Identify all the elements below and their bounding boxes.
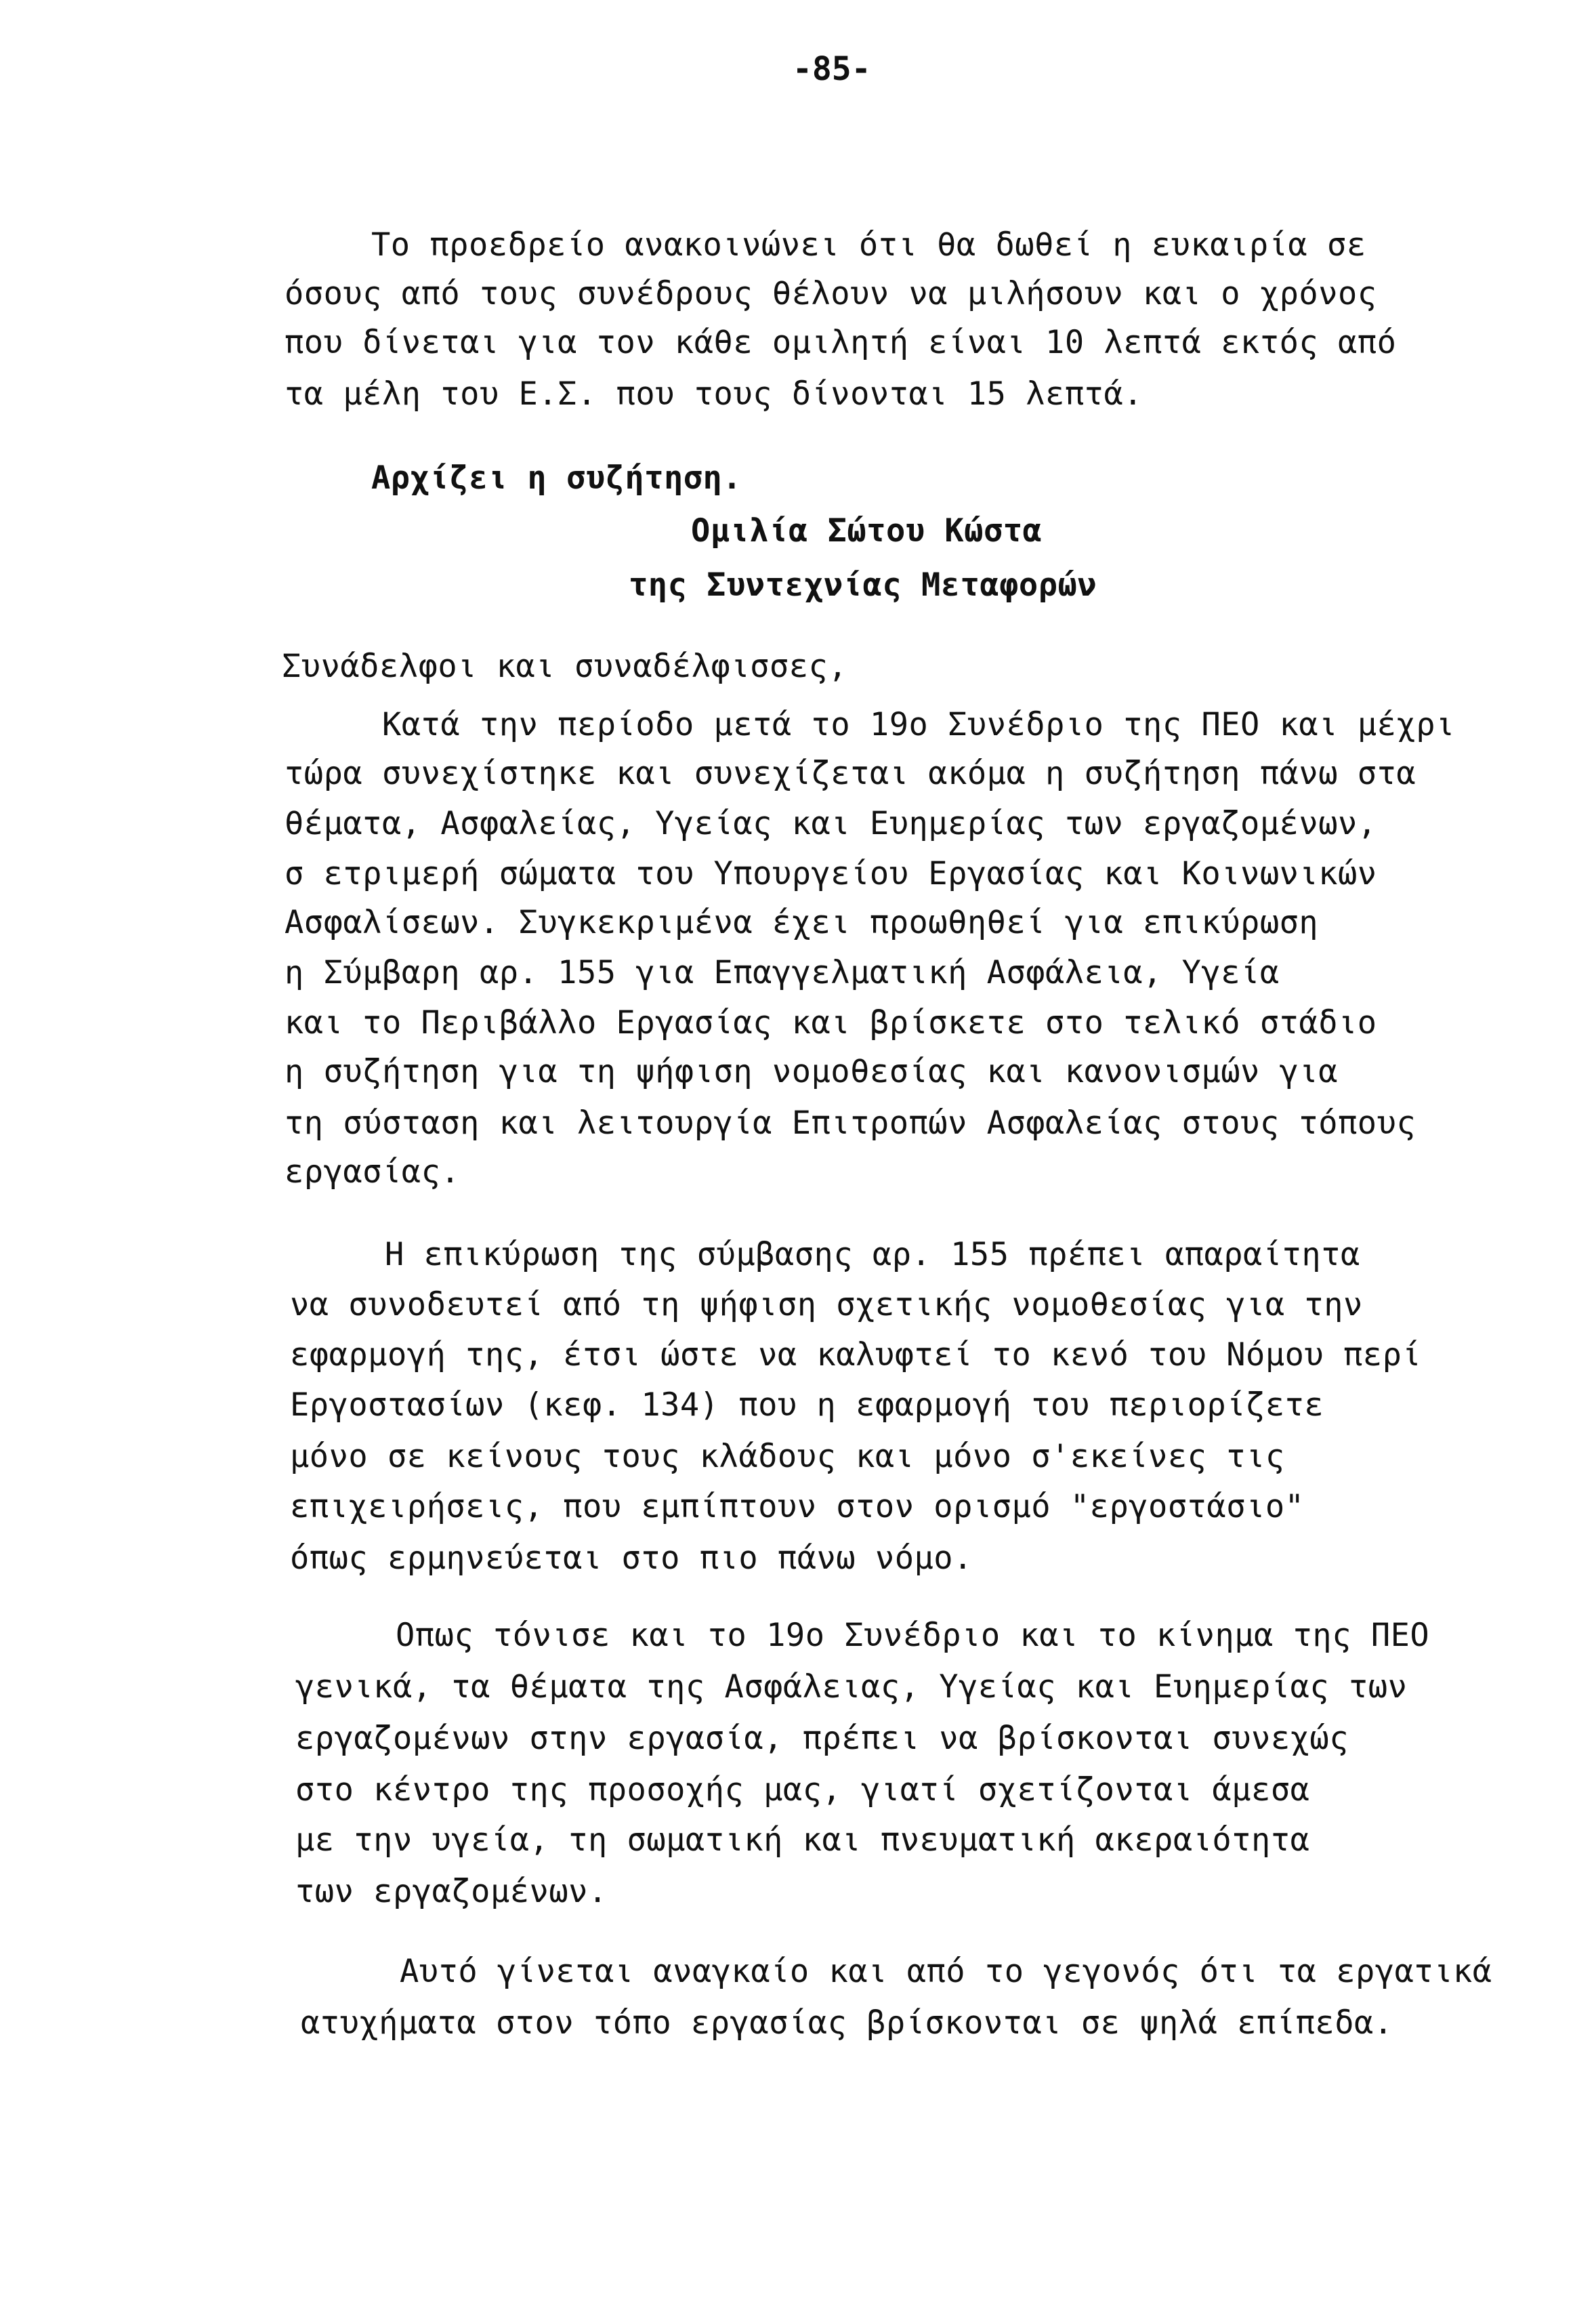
announcement-line: που δίνεται για τον κάθε ομιλητή είναι 10 λεπτά εκτός από <box>285 324 1397 361</box>
paragraph-line: η Σύμβαρη αρ. 155 για Επαγγελματική Ασφάλεια, Υγεία <box>285 954 1280 991</box>
page-number: -85- <box>793 50 871 88</box>
paragraph-line: εργασίας. <box>285 1153 461 1191</box>
paragraph-line: Εργοστασίων (κεφ. 134) που η εφαρμογή του περιορίζετε <box>290 1386 1324 1424</box>
paragraph-line: μόνο σε κείνους τους κλάδους και μόνο σ'εκείνες τις <box>290 1438 1285 1475</box>
discussion-start: Αρχίζει η συζήτηση. <box>371 459 742 497</box>
announcement-line: Το προεδρείο ανακοινώνει ότι θα δωθεί η ευκαιρία σε <box>371 226 1366 264</box>
paragraph-line: και το Περιβάλλο Εργασίας και βρίσκετε στο τελικό στάδιο <box>285 1004 1377 1041</box>
announcement-line: όσους από τους συνέδρους θέλουν να μιλήσουν και ο χρόνος <box>285 275 1377 312</box>
paragraph-line: εφαρμογή της, έτσι ώστε να καλυφτεί το κενό του Νόμου περί <box>290 1336 1422 1373</box>
salutation: Συνάδελφοι και συναδέλφισσες, <box>282 648 848 685</box>
paragraph-line: θέματα, Ασφαλείας, Υγείας και Ευημερίας των εργαζομένων, <box>285 805 1377 842</box>
paragraph-line: τώρα συνεχίστηκε και συνεχίζεται ακόμα η συζήτηση πάνω στα <box>285 755 1416 792</box>
paragraph-line: Αυτό γίνεται αναγκαίο και από το γεγονός ότι τα εργατικά <box>400 1953 1492 1990</box>
paragraph-line: να συνοδευτεί από τη ψήφιση σχετικής νομοθεσίας για την <box>290 1286 1363 1323</box>
paragraph-line: σ ετριμερή σώματα του Υπουργείου Εργασίας και Κοινωνικών <box>285 855 1377 892</box>
speech-subtitle: της Συντεχνίας Μεταφορών <box>629 566 1097 604</box>
paragraph-line: εργαζομένων στην εργασία, πρέπει να βρίσκονται συνεχώς <box>295 1720 1349 1757</box>
paragraph-line: Η επικύρωση της σύμβασης αρ. 155 πρέπει απαραίτητα <box>385 1236 1360 1273</box>
paragraph-line: Οπως τόνισε και το 19ο Συνέδριο και το κίνημα της ΠΕΟ <box>396 1617 1430 1654</box>
paragraph-line: ατυχήματα στον τόπο εργασίας βρίσκονται σε ψηλά επίπεδα. <box>301 2004 1393 2042</box>
paragraph-line: Ασφαλίσεων. Συγκεκριμένα έχει προωθηθεί για επικύρωση <box>285 904 1319 941</box>
paragraph-line: επιχειρήσεις, που εμπίπτουν στον ορισμό "εργοστάσιο" <box>290 1488 1305 1525</box>
paragraph-line: η συζήτηση για τη ψήφιση νομοθεσίας και κανονισμών για <box>285 1053 1339 1090</box>
paragraph-line: στο κέντρο της προσοχής μας, γιατί σχετίζονται άμεσα <box>295 1771 1310 1809</box>
paragraph-line: με την υγεία, τη σωματική και πνευματική ακεραιότητα <box>295 1821 1310 1859</box>
announcement-line: τα μέλη του Ε.Σ. που τους δίνονται 15 λεπτά. <box>285 375 1143 413</box>
paragraph-line: όπως ερμηνεύεται στο πιο πάνω νόμο. <box>290 1540 973 1577</box>
speech-title: Ομιλία Σώτου Κώστα <box>691 512 1043 550</box>
paragraph-line: τη σύσταση και λειτουργία Επιτροπών Ασφαλείας στους τόπους <box>285 1104 1416 1142</box>
paragraph-line: των εργαζομένων. <box>295 1873 608 1910</box>
paragraph-line: Κατά την περίοδο μετά το 19ο Συνέδριο της ΠΕΟ και μέχρι <box>382 706 1455 743</box>
paragraph-line: γενικά, τα θέματα της Ασφάλειας, Υγείας και Ευημερίας των <box>295 1668 1408 1706</box>
